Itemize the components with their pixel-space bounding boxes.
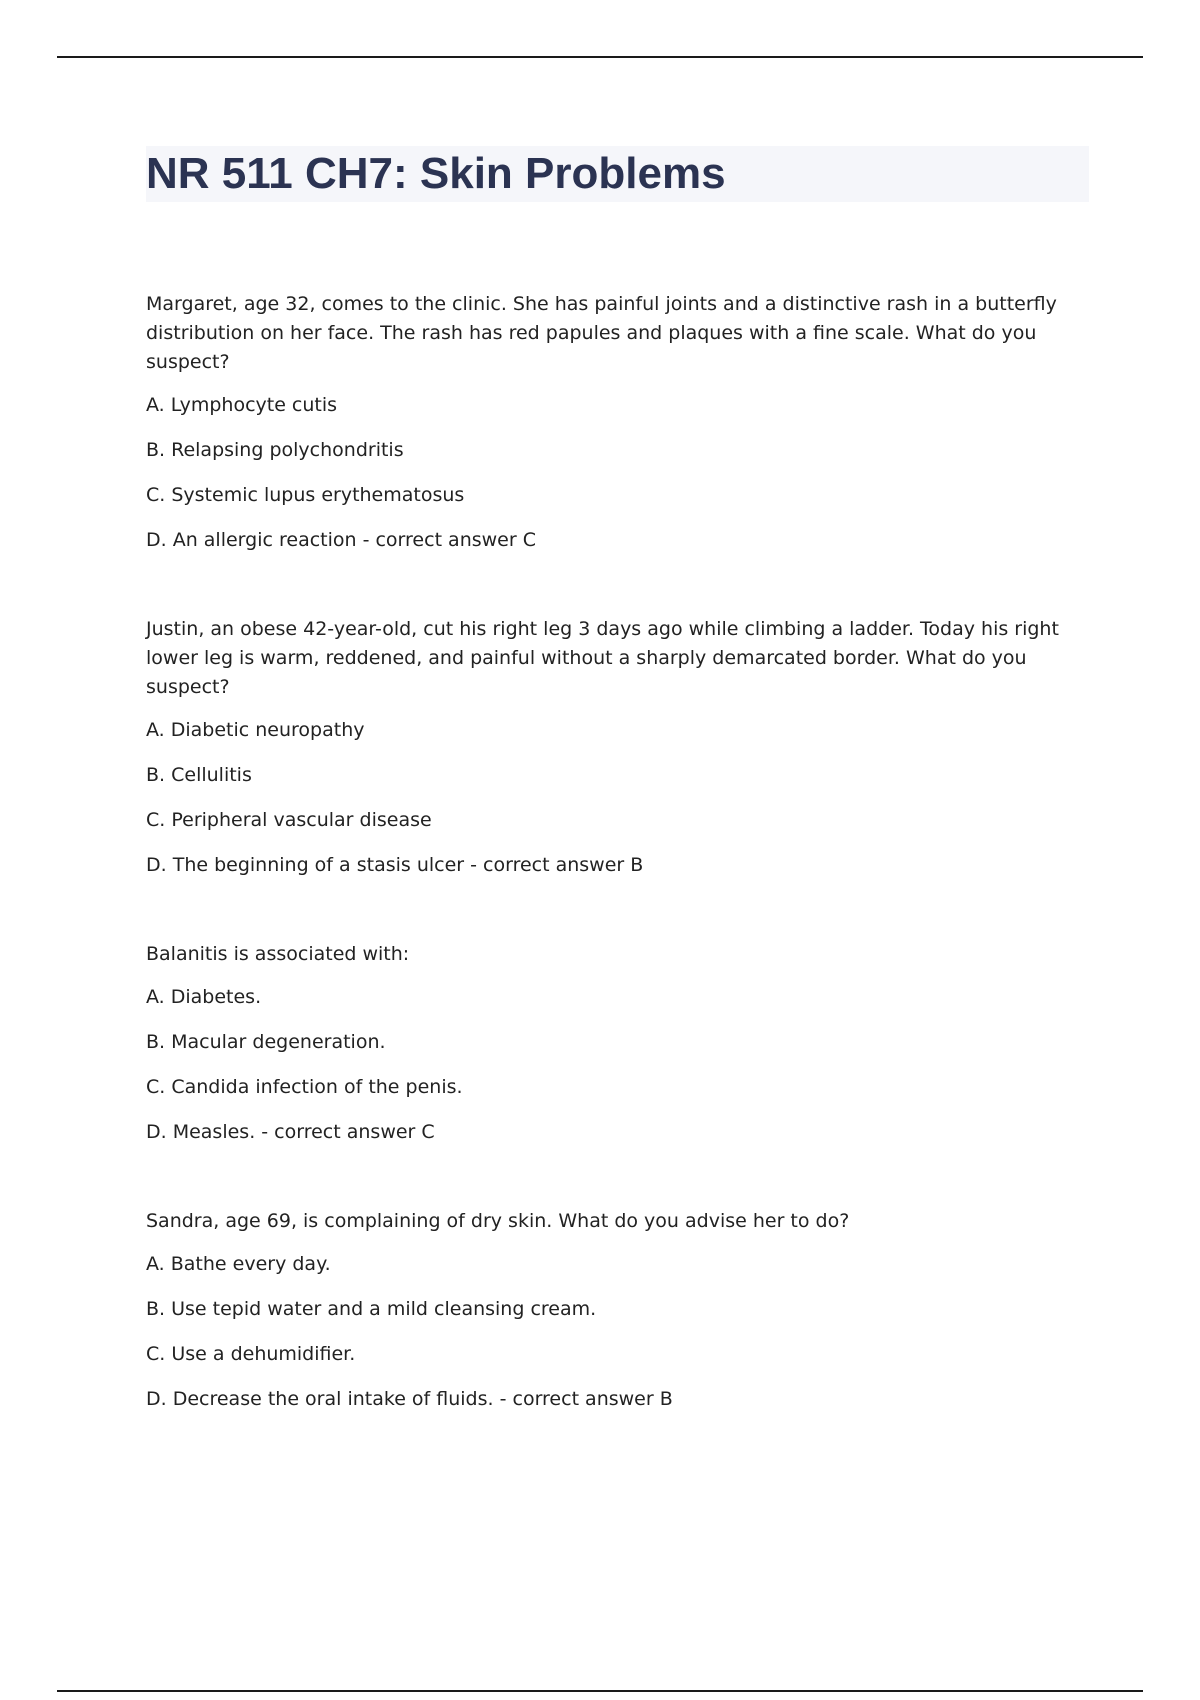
option-c: C. Use a dehumidifier. xyxy=(146,1343,356,1365)
bottom-divider xyxy=(57,1690,1143,1692)
page-title: NR 511 CH7: Skin Problems xyxy=(146,149,726,198)
option-c: C. Candida infection of the penis. xyxy=(146,1076,463,1098)
option-d: D. Decrease the oral intake of fluids. - correct answer B xyxy=(146,1388,673,1410)
option-b: B. Use tepid water and a mild cleansing cream. xyxy=(146,1298,597,1320)
option-a: A. Diabetes. xyxy=(146,986,262,1008)
question-stem: Sandra, age 69, is complaining of dry skin. What do you advise her to do? xyxy=(146,1210,850,1232)
question-stem: Justin, an obese 42-year-old, cut his right leg 3 days ago while climbing a ladder. Today his right lower leg is warm, reddened, and painful without a sharply demarcated border. What do you suspect? xyxy=(146,618,1059,698)
question-4 xyxy=(146,1207,1086,1414)
option-c: C. Peripheral vascular disease xyxy=(146,809,432,831)
question-1 xyxy=(146,290,1086,555)
question-3 xyxy=(146,940,1086,1147)
option-b: B. Relapsing polychondritis xyxy=(146,439,404,461)
answer-options xyxy=(146,983,1086,1147)
option-b: B. Cellulitis xyxy=(146,764,252,786)
question-stem: Margaret, age 32, comes to the clinic. She has painful joints and a distinctive rash in a butterfly distribution on her face. The rash has red papules and plaques with a fine scale. What do you suspect? xyxy=(146,293,1057,373)
title-banner xyxy=(146,146,1089,202)
option-d: D. The beginning of a stasis ulcer - correct answer B xyxy=(146,854,644,876)
question-list xyxy=(146,290,1086,1474)
option-c: C. Systemic lupus erythematosus xyxy=(146,484,465,506)
option-d: D. Measles. - correct answer C xyxy=(146,1121,435,1143)
option-d: D. An allergic reaction - correct answer C xyxy=(146,529,536,551)
answer-options xyxy=(146,1250,1086,1414)
top-divider xyxy=(57,56,1143,58)
question-2 xyxy=(146,615,1086,880)
option-a: A. Lymphocyte cutis xyxy=(146,394,338,416)
question-stem: Balanitis is associated with: xyxy=(146,943,410,965)
option-a: A. Bathe every day. xyxy=(146,1253,331,1275)
answer-options xyxy=(146,716,1086,880)
answer-options xyxy=(146,391,1086,555)
option-b: B. Macular degeneration. xyxy=(146,1031,386,1053)
option-a: A. Diabetic neuropathy xyxy=(146,719,365,741)
